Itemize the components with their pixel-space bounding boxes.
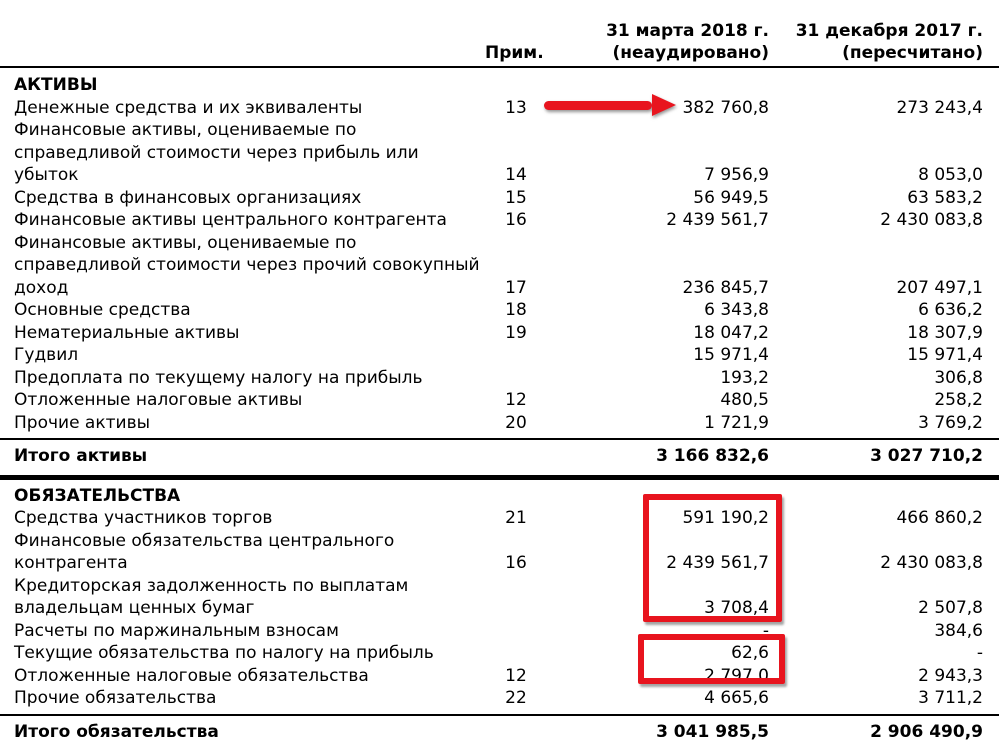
row-value-2018: 4 665,6 xyxy=(704,688,769,708)
row-label xyxy=(14,299,485,322)
row-label xyxy=(14,620,485,643)
row-note: 12 xyxy=(505,665,527,686)
row-value-2017: 6 636,2 xyxy=(918,300,983,320)
row-label xyxy=(14,322,485,345)
table-row xyxy=(14,97,983,120)
row-note: 18 xyxy=(505,300,527,320)
row-value-2018: 15 971,4 xyxy=(693,345,769,365)
row-label-line: Кредиторская задолженность по выплатам xyxy=(14,575,409,596)
row-value-2017: 3 769,2 xyxy=(918,412,983,433)
row-label-line: Финансовые активы центрального контрагента xyxy=(14,210,447,230)
row-value-2017: 384,6 xyxy=(934,620,983,641)
row-value-2018: 2 439 561,7 xyxy=(666,553,769,573)
row-label xyxy=(14,187,485,210)
row-label xyxy=(14,642,485,665)
row-value-2018: 62,6 xyxy=(731,643,769,663)
row-value-2017: 207 497,1 xyxy=(896,277,983,298)
row-label xyxy=(14,687,485,710)
row-value-2017: 2 507,8 xyxy=(918,598,983,618)
row-label-line: Отложенные налоговые обязательства xyxy=(14,665,369,686)
table-row xyxy=(14,642,983,665)
row-label xyxy=(14,412,485,435)
row-value-2018: 1 721,9 xyxy=(704,412,769,433)
row-label-line: Денежные средства и их эквиваленты xyxy=(14,97,363,118)
total-assets-value-2017: 3 027 710,2 xyxy=(870,446,983,466)
row-label-line: справедливой стоимости через прочий совокупный xyxy=(14,255,480,275)
total-liabilities-value-2018: 3 041 985,5 xyxy=(656,721,769,742)
row-label xyxy=(14,232,485,300)
table-row xyxy=(14,322,983,345)
total-assets-label: Итого активы xyxy=(14,446,148,466)
row-value-2018: 480,5 xyxy=(720,390,769,410)
row-value-2018: 236 845,7 xyxy=(682,277,769,298)
row-label-line: Финансовые обязательства центрального xyxy=(14,530,395,551)
row-value-2017: 2 943,3 xyxy=(918,665,983,686)
table-row xyxy=(14,232,983,300)
row-label-line: Гудвил xyxy=(14,345,79,365)
row-label xyxy=(14,507,485,530)
row-note: 15 xyxy=(505,187,527,208)
row-label-line: Основные средства xyxy=(14,300,191,320)
header-2017-date: 31 декабря 2017 г. xyxy=(795,21,983,41)
header-2017-qualifier: (пересчитано) xyxy=(842,43,983,63)
header-2018-date: 31 марта 2018 г. xyxy=(606,21,769,41)
table-row xyxy=(14,575,983,620)
section-title: ОБЯЗАТЕЛЬСТВА xyxy=(14,485,181,506)
header-note-column: Прим. xyxy=(485,43,544,63)
section-assets xyxy=(0,68,999,434)
row-note: 12 xyxy=(505,390,527,410)
row-value-2018: - xyxy=(762,620,769,641)
table-row xyxy=(14,412,983,435)
row-label xyxy=(14,389,485,412)
row-value-2017: 15 971,4 xyxy=(907,345,983,365)
table-row xyxy=(14,687,983,710)
row-value-2017: 2 430 083,8 xyxy=(880,553,983,573)
row-label-line: Отложенные налоговые активы xyxy=(14,390,303,410)
row-label-line: Финансовые активы, оцениваемые по xyxy=(14,120,357,140)
table-row xyxy=(14,299,983,322)
row-note: 19 xyxy=(505,322,527,343)
table-row xyxy=(14,119,983,187)
row-label xyxy=(14,119,485,187)
section-liabilities xyxy=(0,480,999,710)
row-label-line: справедливой стоимости через прибыль или xyxy=(14,142,419,163)
row-note: 16 xyxy=(505,553,527,573)
row-value-2018: 7 956,9 xyxy=(704,165,769,185)
row-value-2018: 382 760,8 xyxy=(682,97,769,118)
row-value-2018: 2 797,0 xyxy=(704,665,769,686)
row-note: 22 xyxy=(505,688,527,708)
table-row xyxy=(14,530,983,575)
row-value-2018: 56 949,5 xyxy=(693,187,769,208)
row-value-2017: 8 053,0 xyxy=(918,165,983,185)
row-value-2018: 2 439 561,7 xyxy=(666,210,769,230)
row-label xyxy=(14,367,485,390)
row-label xyxy=(14,530,485,575)
row-label-line: Текущие обязательства по налогу на прибыль xyxy=(14,643,434,663)
row-label-line: доход xyxy=(14,277,69,298)
row-label xyxy=(14,665,485,688)
total-liabilities-row xyxy=(0,716,999,742)
header-column-2018 xyxy=(547,20,769,64)
row-label-line: Предоплата по текущему налогу на прибыль xyxy=(14,367,423,388)
total-assets-block xyxy=(0,438,999,475)
row-value-2017: 18 307,9 xyxy=(907,322,983,343)
row-label-line: владельцам ценных бумаг xyxy=(14,598,255,618)
row-value-2017: 273 243,4 xyxy=(896,97,983,118)
row-value-2018: 193,2 xyxy=(720,367,769,388)
row-label-line: Средства в финансовых организациях xyxy=(14,187,362,208)
row-label-line: Средства участников торгов xyxy=(14,508,273,528)
row-value-2017: 3 711,2 xyxy=(918,688,983,708)
header-column-2017 xyxy=(769,20,983,64)
row-value-2018: 18 047,2 xyxy=(693,322,769,343)
table-row xyxy=(14,665,983,688)
row-label-line: Расчеты по маржинальным взносам xyxy=(14,620,339,641)
table-header xyxy=(0,0,999,66)
row-label-line: Нематериальные активы xyxy=(14,322,240,343)
section-title: АКТИВЫ xyxy=(14,75,98,95)
total-liabilities-block xyxy=(0,714,999,742)
row-label-line: Прочие активы xyxy=(14,412,151,433)
table-row xyxy=(14,209,983,232)
total-assets-row xyxy=(0,440,999,475)
header-2018-qualifier: (неаудировано) xyxy=(612,43,769,63)
total-liabilities-value-2017: 2 906 490,9 xyxy=(870,721,983,742)
row-label-line: Финансовые активы, оцениваемые по xyxy=(14,232,357,253)
row-label xyxy=(14,97,485,120)
row-value-2017: 63 583,2 xyxy=(907,187,983,208)
table-row xyxy=(14,389,983,412)
table-row xyxy=(14,187,983,210)
total-assets-value-2018: 3 166 832,6 xyxy=(656,446,769,466)
row-note: 13 xyxy=(505,97,527,118)
row-value-2017: 466 860,2 xyxy=(896,508,983,528)
row-note: 16 xyxy=(505,210,527,230)
total-liabilities-label: Итого обязательства xyxy=(14,721,219,742)
table-row xyxy=(14,344,983,367)
row-value-2018: 3 708,4 xyxy=(704,598,769,618)
row-value-2017: 306,8 xyxy=(934,367,983,388)
row-value-2018: 591 190,2 xyxy=(682,508,769,528)
table-row xyxy=(14,507,983,530)
row-note: 21 xyxy=(505,508,527,528)
row-label-line: Прочие обязательства xyxy=(14,688,217,708)
row-label xyxy=(14,344,485,367)
row-value-2017: 2 430 083,8 xyxy=(880,210,983,230)
table-row xyxy=(14,367,983,390)
row-value-2018: 6 343,8 xyxy=(704,300,769,320)
row-value-2017: - xyxy=(976,643,983,663)
row-label xyxy=(14,575,485,620)
row-note: 14 xyxy=(505,165,527,185)
row-label-line: контрагента xyxy=(14,553,128,573)
row-note: 20 xyxy=(505,412,527,433)
table-row xyxy=(14,620,983,643)
row-label-line: убыток xyxy=(14,165,79,185)
row-value-2017: 258,2 xyxy=(934,390,983,410)
row-label xyxy=(14,209,485,232)
row-note: 17 xyxy=(505,277,527,298)
